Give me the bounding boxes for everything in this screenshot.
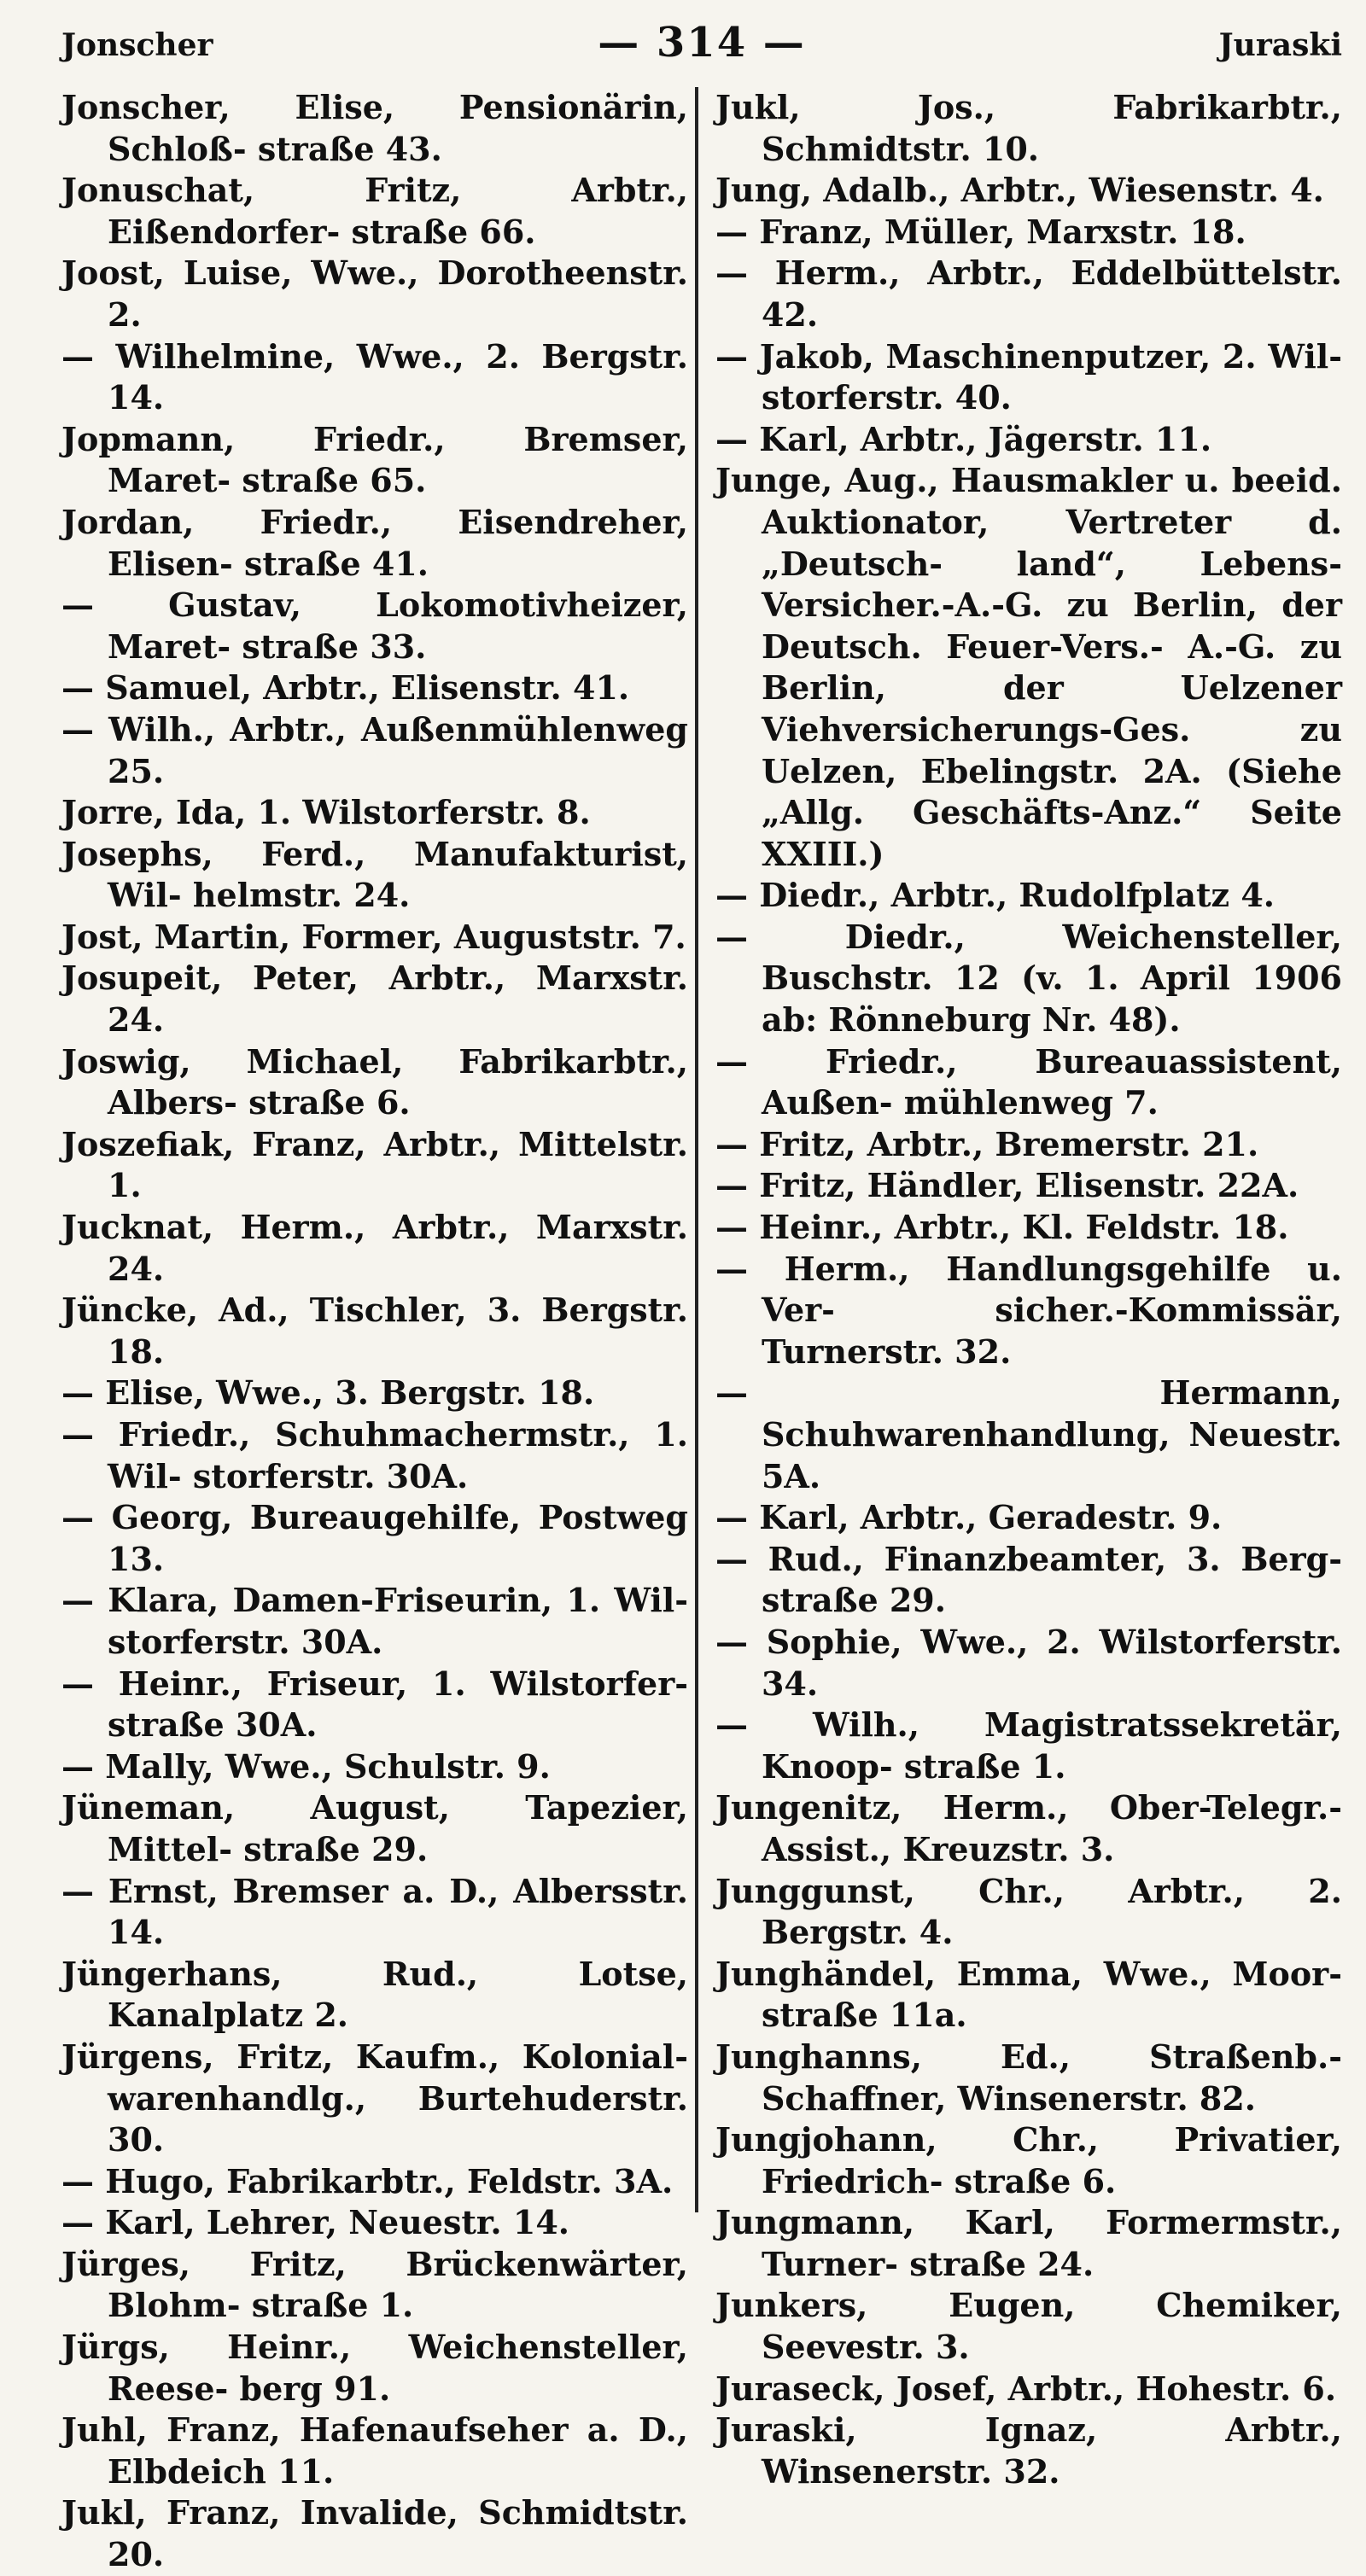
- running-head-right: Juraski: [1218, 27, 1342, 63]
- directory-entry: Jürges, Fritz, Brückenwärter, Blohm- straße 1.: [61, 2244, 688, 2325]
- running-head-left: Jonscher: [61, 27, 213, 63]
- directory-entry: Junghanns, Ed., Straßenb.-Schaffner, Winsenerstr. 82.: [715, 2037, 1342, 2118]
- directory-entry: — Fritz, Arbtr., Bremerstr. 21.: [715, 1124, 1259, 1163]
- directory-entry: — Karl, Lehrer, Neuestr. 14.: [61, 2203, 569, 2242]
- directory-entry: Jüneman, August, Tapezier, Mittel- straße 29.: [61, 1788, 688, 1868]
- directory-entry: — Hugo, Fabrikarbtr., Feldstr. 3A.: [61, 2161, 674, 2200]
- directory-entry: — Herm., Handlungsgehilfe u. Ver- sicher.-Kommissär, Turnerstr. 32.: [715, 1249, 1342, 1371]
- directory-entry: — Diedr., Arbtr., Rudolfplatz 4.: [715, 876, 1275, 915]
- directory-entry: Jüncke, Ad., Tischler, 3. Bergstr. 18.: [61, 1291, 688, 1371]
- directory-entry: Joswig, Michael, Fabrikarbtr., Albers- straße 6.: [61, 1041, 688, 1122]
- directory-entry: Junkers, Eugen, Chemiker, Seevestr. 3.: [715, 2286, 1342, 2367]
- directory-entry: — Georg, Bureaugehilfe, Postweg 13.: [61, 1498, 688, 1578]
- directory-entry: Joszefiak, Franz, Arbtr., Mittelstr. 1.: [61, 1124, 688, 1205]
- directory-entry: Josupeit, Peter, Arbtr., Marxstr. 24.: [61, 959, 688, 1040]
- directory-entry: Junge, Aug., Hausmakler u. beeid. Auktionator, Vertreter d. „Deutsch- land“, Lebens-Versicher.-A.-G. zu Berlin, der Deutsch. Feuer-Vers.- A.-G. zu Berlin, der Uelzener Viehversicherungs-Ges. zu Uelzen, Ebelingstr. 2A. (Siehe „Allg. Geschäfts-Anz.“ Seite XXIII.): [715, 461, 1342, 873]
- directory-entry: — Karl, Arbtr., Jägerstr. 11.: [715, 419, 1212, 458]
- directory-entry: Josephs, Ferd., Manufakturist, Wil- helmstr. 24.: [61, 834, 688, 915]
- directory-entry: — Samuel, Arbtr., Elisenstr. 41.: [61, 668, 630, 708]
- directory-entry: Jordan, Friedr., Eisendreher, Elisen- straße 41.: [61, 502, 688, 583]
- directory-entry: — Diedr., Weichensteller, Buschstr. 12 (v. 1. April 1906 ab: Rönneburg Nr. 48).: [715, 917, 1342, 1040]
- directory-entry: — Gustav, Lokomotivheizer, Maret- straße 33.: [61, 586, 688, 666]
- directory-entry: Jung, Adalb., Arbtr., Wiesenstr. 4.: [715, 171, 1324, 210]
- directory-entry: Juraski, Ignaz, Arbtr., Winsenerstr. 32.: [715, 2410, 1342, 2491]
- columns: [61, 87, 1342, 2574]
- directory-entry: Juhl, Franz, Hafenaufseher a. D., Elbdeich 11.: [61, 2410, 688, 2491]
- directory-entry: — Fritz, Händler, Elisenstr. 22A.: [715, 1166, 1299, 1205]
- directory-entry: — Franz, Müller, Marxstr. 18.: [715, 212, 1246, 251]
- directory-entry: Jürgens, Fritz, Kaufm., Kolonial- warenhandlg., Burtehuderstr. 30.: [61, 2037, 688, 2159]
- directory-entry: — Heinr., Friseur, 1. Wilstorfer- straße 30A.: [61, 1664, 688, 1745]
- left-column: [61, 87, 688, 2574]
- directory-entry: — Sophie, Wwe., 2. Wilstorferstr. 34.: [715, 1622, 1342, 1703]
- page-header: [61, 15, 1342, 65]
- directory-entry: Jukl, Franz, Invalide, Schmidtstr. 20.: [61, 2493, 688, 2574]
- directory-entry: Jüngerhans, Rud., Lotse, Kanalplatz 2.: [61, 1954, 688, 2035]
- directory-entry: Jopmann, Friedr., Bremser, Maret- straße 65.: [61, 419, 688, 500]
- directory-entry: — Wilh., Arbtr., Außenmühlenweg 25.: [61, 709, 688, 790]
- directory-entry: Juraseck, Josef, Arbtr., Hohestr. 6.: [715, 2369, 1337, 2408]
- directory-entry: Jost, Martin, Former, Auguststr. 7.: [61, 917, 686, 956]
- directory-entry: Jürgs, Heinr., Weichensteller, Reese- berg 91.: [61, 2328, 688, 2408]
- directory-entry: — Hermann, Schuhwarenhandlung, Neuestr. 5A.: [715, 1373, 1342, 1495]
- directory-entry: — Wilh., Magistratssekretär, Knoop- straße 1.: [715, 1705, 1342, 1786]
- directory-entry: — Klara, Damen-Friseurin, 1. Wil- storferstr. 30A.: [61, 1581, 688, 1661]
- directory-entry: — Jakob, Maschinenputzer, 2. Wil- storferstr. 40.: [715, 336, 1342, 417]
- directory-entry: — Heinr., Arbtr., Kl. Feldstr. 18.: [715, 1208, 1289, 1247]
- directory-entry: Jonuschat, Fritz, Arbtr., Eißendorfer- straße 66.: [61, 171, 688, 251]
- directory-entry: — Elise, Wwe., 3. Bergstr. 18.: [61, 1373, 595, 1413]
- directory-entry: Jorre, Ida, 1. Wilstorferstr. 8.: [61, 793, 591, 832]
- right-column: [698, 87, 1342, 2491]
- directory-entry: Jucknat, Herm., Arbtr., Marxstr. 24.: [61, 1208, 688, 1288]
- directory-entry: — Rud., Finanzbeamter, 3. Berg- straße 29.: [715, 1539, 1342, 1620]
- directory-entry: Jonscher, Elise, Pensionärin, Schloß- straße 43.: [61, 88, 688, 168]
- directory-entry: — Mally, Wwe., Schulstr. 9.: [61, 1746, 551, 1786]
- directory-entry: — Karl, Arbtr., Geradestr. 9.: [715, 1498, 1223, 1537]
- directory-entry: Jungmann, Karl, Formermstr., Turner- straße 24.: [715, 2203, 1342, 2283]
- directory-entry: — Ernst, Bremser a. D., Albersstr. 14.: [61, 1871, 688, 1952]
- directory-entry: — Herm., Arbtr., Eddelbüttelstr. 42.: [715, 254, 1342, 334]
- directory-entry: Jungjohann, Chr., Privatier, Friedrich- straße 6.: [715, 2120, 1342, 2200]
- directory-entry: Junggunst, Chr., Arbtr., 2. Bergstr. 4.: [715, 1871, 1342, 1952]
- directory-entry: Junghändel, Emma, Wwe., Moor- straße 11a.: [715, 1954, 1342, 2035]
- directory-entry: Joost, Luise, Wwe., Dorotheenstr. 2.: [61, 254, 688, 334]
- directory-entry: — Friedr., Schuhmachermstr., 1. Wil- storferstr. 30A.: [61, 1415, 688, 1495]
- directory-entry: Jukl, Jos., Fabrikarbtr., Schmidtstr. 10.: [715, 88, 1342, 168]
- directory-entry: — Wilhelmine, Wwe., 2. Bergstr. 14.: [61, 336, 688, 417]
- directory-entry: Jungenitz, Herm., Ober-Telegr.-Assist., Kreuzstr. 3.: [715, 1788, 1342, 1868]
- page-number: — 314 —: [598, 19, 806, 67]
- directory-entry: — Friedr., Bureauassistent, Außen- mühlenweg 7.: [715, 1041, 1342, 1122]
